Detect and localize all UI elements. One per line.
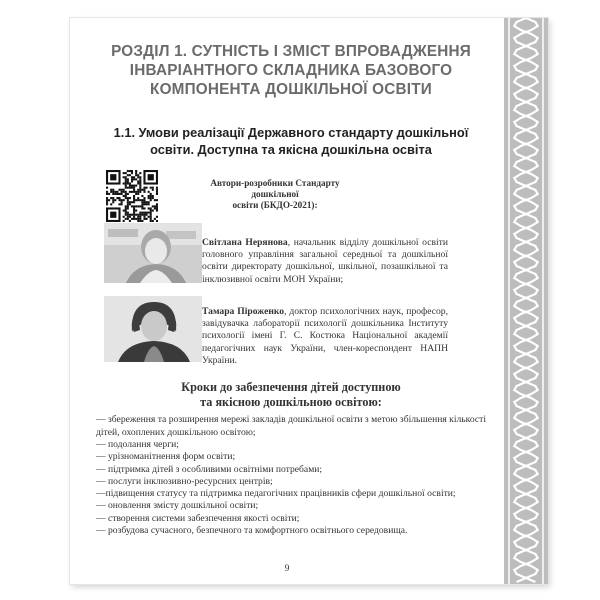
author-bio-pirozhenko [202, 306, 448, 367]
page-number: 9 [284, 564, 290, 574]
list-item: — урізноманітнення форм освіти; [96, 451, 236, 463]
chapter-title-line: КОМПОНЕНТА ДОШКІЛЬНОЇ ОСВІТИ [150, 81, 432, 98]
chapter-title-line: РОЗДІЛ 1. СУТНІСТЬ І ЗМІСТ ВПРОВАДЖЕННЯ [111, 43, 471, 60]
steps-list [96, 414, 486, 537]
author-name: Тамара Піроженко [202, 306, 285, 317]
steps-heading-line: Кроки до забезпечення дітей доступною [181, 380, 401, 394]
chapter-title-line: ІНВАРІАНТНОГО СКЛАДНИКА БАЗОВОГО [129, 62, 453, 79]
steps-heading-line: та якісною дошкільною освітою: [200, 395, 382, 410]
authors-heading-line: освіти (БКДО-2021): [232, 200, 318, 210]
list-item: — послуги інклюзивно-ресурсних центрів; [96, 475, 273, 487]
list-item: — розбудова сучасного, безпечного та комфортного освітнього середовища. [96, 525, 408, 537]
ornament-pattern [504, 18, 548, 584]
list-item: — збереження та розширення мережі закладів дошкільної освіти з метою збільшення кількості дітей, охоплених дошкільною освітою; [96, 414, 486, 438]
authors-heading [200, 178, 350, 211]
author-photo-pirozhenko [104, 296, 202, 362]
list-item: —підвищення статусу та підтримка педагогічних працівників сфери дошкільної освіти; [96, 488, 456, 500]
decorative-border-strip [504, 18, 548, 584]
chapter-title [96, 42, 486, 99]
list-item: — оновлення змісту дошкільної освіти; [96, 500, 259, 512]
list-item: — створення системи забезпечення якості освіти; [96, 512, 300, 524]
authors-heading-line: Автори-розробники Стандарту дошкільної [210, 178, 340, 199]
author-name: Світлана Нерянова [202, 237, 288, 248]
section-title-line: 1.1. Умови реалізації Державного стандарту дошкільної [113, 125, 469, 140]
author-description: , начальник відділу дошкільної освіти головного управління загальної середньої та дошкільної освіти директорату дошкільної, шкільної, позашкільної та інклюзивної освіти МОН України; [202, 237, 448, 285]
authors-block [96, 168, 486, 366]
steps-heading [96, 380, 486, 410]
list-item: — подолання черги; [96, 439, 179, 450]
author-description: , доктор психологічних наук, професор, завідувачка лабораторії психології дошкільника Інституту психології імені Г. С. Костюка Національної академії педагогічних наук України, член-кореспондент НАПН України. [202, 306, 448, 366]
section-title-line: освіти. Доступна та якісна дошкільна освіта [150, 142, 432, 157]
author-photo-neryanova [104, 223, 202, 283]
section-title [96, 124, 486, 158]
qr-code-icon[interactable] [106, 170, 158, 222]
page-content [96, 42, 486, 537]
list-item: — підтримка дітей з особливими освітніми потребами; [96, 463, 323, 475]
author-bio-neryanova [202, 237, 448, 286]
book-page [70, 18, 548, 584]
